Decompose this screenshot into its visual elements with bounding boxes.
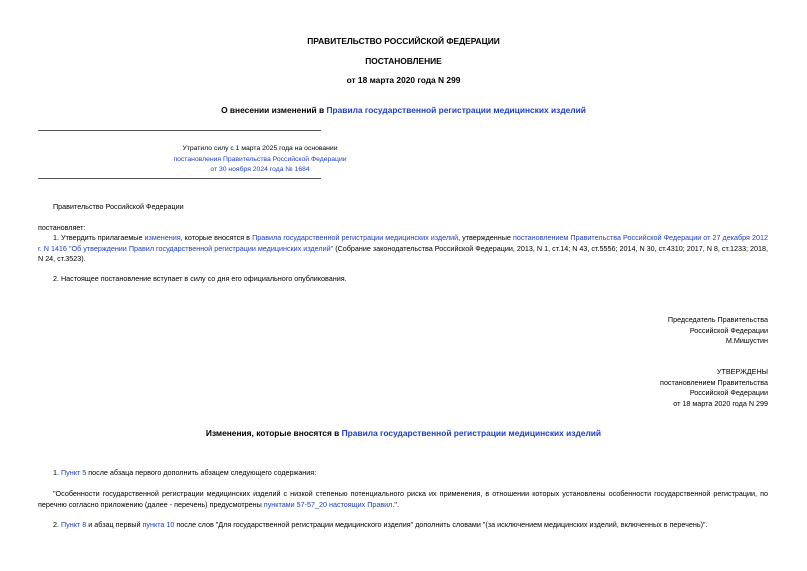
approval-block: [660, 367, 768, 409]
change-1-text-a: 1.: [53, 468, 61, 477]
change-2-text-c: после слов "Для государственной регистрации медицинского изделия" дополнить словами "(за исключением медицинских изделий, включенных в перечень)".: [174, 520, 708, 529]
p1-text-b: , которые вносятся в: [180, 233, 253, 242]
p1-link-changes[interactable]: изменения: [144, 233, 181, 242]
changes-title: [0, 428, 807, 438]
document-type: ПОСТАНОВЛЕНИЕ: [365, 56, 442, 66]
decides-text: постановляет:: [38, 223, 86, 232]
change-1-link-point5[interactable]: Пункт 5: [61, 468, 87, 477]
status-note-text: Утратило силу с 1 марта 2025 года на основании: [182, 145, 338, 152]
quote-text-a: "Особенности государственной регистрации медицинских изделий с низкой степенью потенциального риска их применения, в отношении которых установлены особенности государственной регистрации, по перечню согласно приложению (далее - перечень) предусмотрены: [38, 489, 768, 509]
approval-title: УТВЕРЖДЕНЫ: [716, 367, 768, 376]
changes-title-rules-link[interactable]: Правила государственной регистрации медицинских изделий: [341, 428, 602, 438]
change-item-2: [53, 520, 768, 531]
quote-text-b: .".: [392, 499, 399, 509]
change-2-link-point10[interactable]: пункта 10: [142, 520, 175, 529]
change-quote: [38, 489, 768, 510]
change-2-text-b: и абзац первый: [86, 520, 143, 529]
signature-position: Председатель Правительства: [667, 315, 768, 324]
change-item-1: [53, 468, 316, 479]
intro-text: Правительство Российской Федерации: [53, 202, 184, 211]
signature-country: Российской Федерации: [689, 325, 768, 335]
paragraph-1: [38, 233, 768, 265]
change-2-text-a: 2.: [53, 520, 61, 529]
paragraph-2: 2. Настоящее постановление вступает в силу со дня его официального опубликования.: [53, 274, 347, 283]
status-note-link-resolution[interactable]: постановления Правительства Российской Федерации: [173, 155, 347, 163]
status-note: [38, 144, 482, 176]
p1-link-resolution[interactable]: постановлением Правительства Российской Федерации от 27 декабря 2012 г. N 1416 "Об утверждении Правил государственной регистрации медицинских изделий": [38, 233, 768, 253]
document-title: [0, 105, 807, 115]
title-prefix: О внесении изменений в: [221, 105, 327, 115]
p1-text-c: , утвержденные: [458, 233, 513, 242]
approval-date: от 18 марта 2020 года N 299: [673, 398, 768, 408]
signature-name: М.Мишустин: [725, 336, 768, 346]
approval-country: Российской Федерации: [689, 388, 768, 398]
quote-link-points[interactable]: пунктами 57-57_20 настоящих Правил: [263, 499, 393, 509]
document-date-number: от 18 марта 2020 года N 299: [346, 75, 461, 85]
p1-text-a: 1. Утвердить прилагаемые: [53, 233, 145, 242]
p1-link-rules[interactable]: Правила государственной регистрации медицинских изделий: [252, 233, 459, 242]
change-2-link-point8[interactable]: Пункт 8: [61, 520, 87, 529]
government-name: ПРАВИТЕЛЬСТВО РОССИЙСКОЙ ФЕДЕРАЦИИ: [307, 36, 500, 46]
change-1-text-b: после абзаца первого дополнить абзацем следующего содержания:: [86, 468, 317, 477]
title-rules-link[interactable]: Правила государственной регистрации медицинских изделий: [326, 105, 586, 115]
divider-top: [38, 130, 321, 131]
signature-block: [668, 315, 768, 347]
divider-bottom: [38, 178, 321, 179]
p1-text-d: (Собрание законодательства Российской Федерации, 2013, N 1, ст.14; N 43, ст.5556; 2014, N 30, ст.4310; 2017, N 8, ст.1233; 2018, N 24, ст.3523).: [38, 243, 768, 264]
changes-title-prefix: Изменения, которые вносятся в: [205, 428, 342, 438]
status-note-link-date[interactable]: от 30 ноября 2024 года № 1684: [210, 166, 310, 174]
approval-resolution: постановлением Правительства: [660, 377, 768, 387]
